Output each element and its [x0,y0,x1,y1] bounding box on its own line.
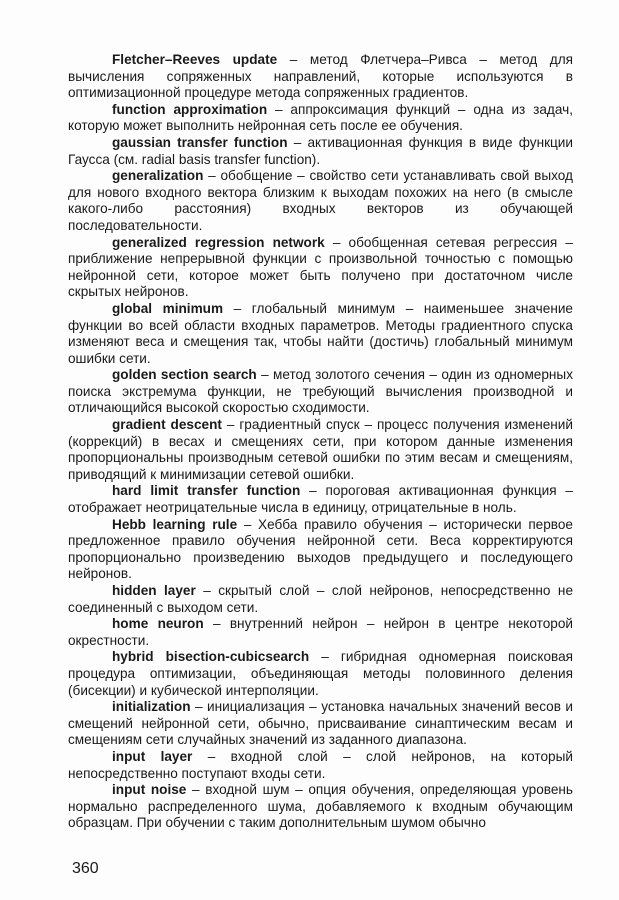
entry-definition: – глобальный минимум – наименьшее значение функции во всей области входных параметров. Методы градиентного спуска изменяют веса и смещения так, чтобы найти (достичь) глобальный минимум ошибки сети. [68,300,573,366]
entry-term: Hebb learning rule [112,516,238,532]
glossary-entry [68,583,573,616]
entry-definition: – гибридная одномерная поисковая процедура оптимизации, объединяющая методы половинного деления (бисекции) и кубической интерполяции. [68,649,573,698]
glossary-entry [68,52,573,102]
entry-definition: – метод Флетчера–Ривса – метод для вычисления сопряженных направлений, которые используются в оптимизационной процедуре метода сопряженных градиентов. [68,52,573,101]
glossary-text [68,52,573,832]
glossary-entry [68,235,573,301]
entry-definition: – входной шум – опция обучения, определяющая уровень нормально распределенного шума, добавляемого к входным обучающим образцам. При обучении с таким дополнительным шумом обычно [68,782,574,831]
glossary-entry [68,699,573,749]
entry-term: gradient descent [112,417,222,433]
entry-term: function approximation [112,101,268,117]
entry-term: hard limit transfer function [112,483,301,499]
entry-definition: – метод золотого сечения – один из одномерных поиска экстремума функции, не требующий вычисления производной и отличающийся высокой скоростью сходимости. [68,367,573,416]
entry-term: home neuron [112,616,204,632]
entry-definition: – аппроксимация функций – одна из задач, которую может выполнить нейронная сеть после ее обучения. [68,101,573,134]
glossary-entry [68,301,573,367]
entry-definition: – входной слой – слой нейронов, на который непосредственно поступают входы сети. [68,748,573,781]
glossary-entry [68,417,573,483]
page-number: 360 [72,860,99,877]
glossary-entry [68,483,573,516]
entry-term: hybrid bisection-cubicsearch [112,649,310,665]
entry-term: gaussian transfer function [112,134,288,150]
entry-term: hidden layer [112,583,196,598]
entry-term: input layer [112,748,193,764]
entry-definition: – Хебба правило обучения – исторически первое предложенное правило обучения нейронной сети. Веса корректируются пропорционально произведению выходов предыдущего и последующего нейронов. [68,516,573,582]
entry-definition: – скрытый слой – слой нейронов, непосредственно не соединенный с выходом сети. [68,583,574,615]
glossary-entry [68,616,573,649]
entry-term: golden section search [112,367,257,383]
glossary-entry [68,749,573,782]
entry-term: initialization [112,699,191,715]
glossary-entry [68,135,573,168]
entry-definition: – обобщенная сетевая регрессия – приближение непрерывной функции с произвольной точностью с помощью нейронной сети, которое может быть получено при достаточном числе скрытых нейронов. [68,234,573,300]
glossary-entry [68,367,573,417]
entry-definition: – инициализация – установка начальных значений весов и смещений нейронной сети, обычно, присваивание синаптическим весам и смещениям сети случайных значений из заданного диапазона. [68,699,573,748]
entry-term: global minimum [112,300,224,316]
entry-term: Fletcher–Reeves update [112,52,278,67]
glossary-entry [68,168,573,234]
entry-definition: – градиентный спуск – процесс получения изменений (коррекций) в весах и смещениях сети, при котором данные изменения пропорциональны производным сетевой ошибки по этим весам и смещениям, приводящий к минимизации сетевой ошибки. [68,417,573,482]
entry-definition: – активационная функция в виде функции Гаусса (см. radial basis transfer function). [68,134,573,167]
entry-definition: – внутренний нейрон – нейрон в центре некоторой окрестности. [68,616,573,648]
entry-definition: – пороговая активационная функция – отображает неотрицательные числа в единицу, отрицательные в ноль. [68,483,573,516]
entry-term: input noise [112,782,187,798]
entry-term: generalization [112,168,204,184]
glossary-entry [68,782,573,832]
glossary-entry [68,517,573,583]
glossary-entry [68,102,573,135]
entry-definition: – обобщение – свойство сети устанавливать свой выход для нового входного вектора близким к выходам похожих на него (в смысле какого-либо расстояния) входных векторов из обучающей последовательности. [68,168,573,233]
entry-term: generalized regression network [112,234,325,250]
glossary-entry [68,649,573,699]
